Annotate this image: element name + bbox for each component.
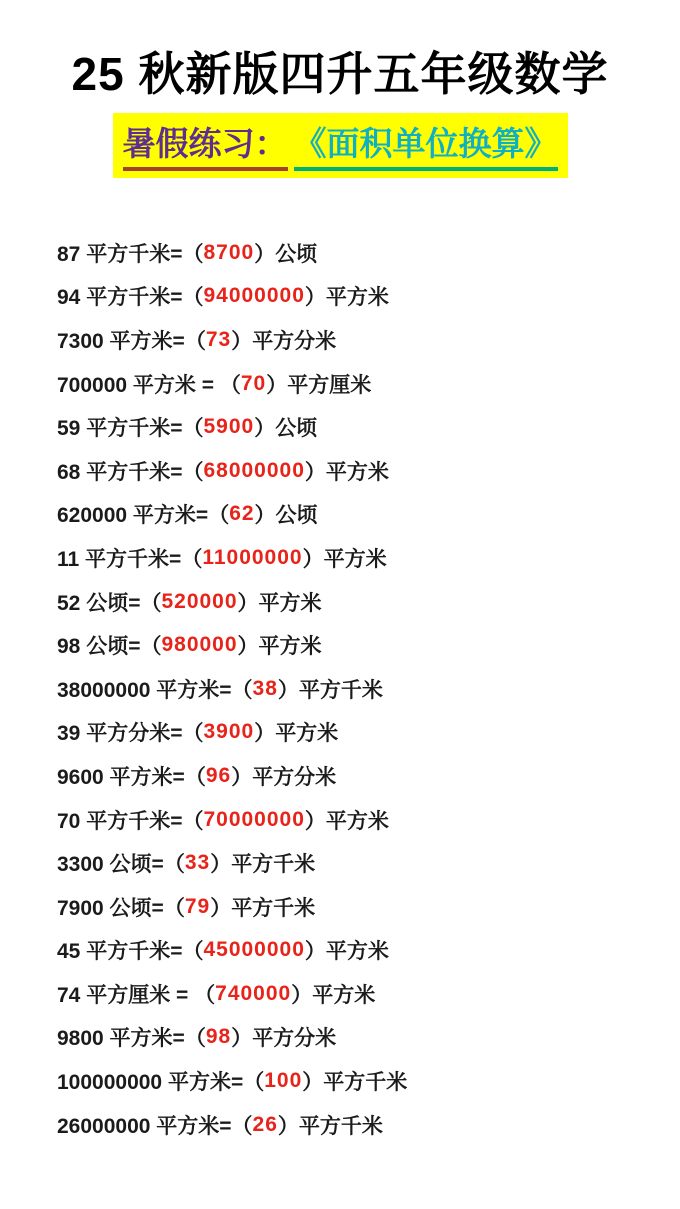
close-paren: ） <box>231 765 253 789</box>
problem-unit: 平方千米 <box>298 678 383 702</box>
problem-question: 45 平方千米= <box>57 940 183 964</box>
problem-row <box>57 841 680 885</box>
open-paren: （ <box>219 373 241 397</box>
close-paren: ） <box>237 591 259 615</box>
problem-unit: 平方千米 <box>298 1114 383 1138</box>
open-paren: （ <box>182 242 204 266</box>
problem-row <box>57 754 680 798</box>
problem-answer: 11000000 <box>202 545 303 569</box>
close-paren: ） <box>304 460 326 484</box>
open-paren: （ <box>140 591 162 615</box>
problem-answer: 68000000 <box>203 458 305 482</box>
problem-answer: 5900 <box>203 415 255 439</box>
problem-answer: 38 <box>252 676 278 700</box>
problem-question: 39 平方分米= <box>57 722 183 746</box>
problem-answer: 26 <box>252 1112 278 1136</box>
problem-question: 9600 平方米= <box>57 765 185 789</box>
open-paren: （ <box>182 809 204 833</box>
close-paren: ） <box>254 417 276 441</box>
close-paren: ） <box>266 373 288 397</box>
close-paren: ） <box>254 722 276 746</box>
open-paren: （ <box>163 853 185 877</box>
problem-row <box>57 972 680 1016</box>
problem-unit: 平方米 <box>325 809 389 833</box>
problem-answer: 98 <box>205 1025 232 1049</box>
problem-question: 26000000 平方米= <box>57 1114 232 1138</box>
problem-unit: 公顷 <box>275 504 318 528</box>
problem-row <box>57 885 680 929</box>
problem-row <box>57 318 680 362</box>
problem-unit: 公顷 <box>275 417 318 441</box>
close-paren: ） <box>277 1114 299 1138</box>
close-paren: ） <box>304 286 326 310</box>
problem-answer: 45000000 <box>203 938 305 962</box>
problem-question: 70 平方千米= <box>57 809 183 833</box>
problem-row <box>57 580 680 624</box>
problem-row <box>57 798 680 842</box>
problem-unit: 平方米 <box>325 460 389 484</box>
page-title: 25 秋新版四升五年级数学 <box>71 48 609 100</box>
problem-answer: 3900 <box>203 720 255 744</box>
problem-row <box>57 1103 680 1147</box>
problem-answer: 980000 <box>161 633 238 657</box>
problem-question: 98 公顷= <box>57 635 141 659</box>
problem-unit: 平方分米 <box>252 329 337 353</box>
open-paren: （ <box>163 896 185 920</box>
open-paren: （ <box>181 547 203 571</box>
problem-question: 100000000 平方米= <box>57 1071 244 1095</box>
problem-question: 620000 平方米= <box>57 504 209 528</box>
problem-answer: 62 <box>229 502 255 526</box>
problem-question: 9800 平方米= <box>57 1027 185 1051</box>
problem-question: 700000 平方米 = <box>57 373 220 397</box>
problem-unit: 平方米 <box>258 635 322 659</box>
problem-unit: 平方千米 <box>323 1071 408 1095</box>
subtitle-highlight <box>113 113 568 178</box>
open-paren: （ <box>194 983 216 1007</box>
problem-question: 87 平方千米= <box>57 242 183 266</box>
problem-answer: 8700 <box>203 240 255 264</box>
problem-answer: 79 <box>184 894 211 918</box>
close-paren: ） <box>231 1027 253 1051</box>
problem-answer: 96 <box>205 763 232 787</box>
problem-row <box>57 1016 680 1060</box>
close-paren: ） <box>254 504 276 528</box>
problem-unit: 平方米 <box>323 547 387 571</box>
problem-answer: 33 <box>184 851 211 875</box>
problem-unit: 平方厘米 <box>287 373 372 397</box>
open-paren: （ <box>182 417 204 441</box>
close-paren: ） <box>291 983 313 1007</box>
subtitle-topic-label: 《面积单位换算》 <box>294 118 558 171</box>
problem-list <box>57 231 680 1146</box>
problem-row <box>57 362 680 406</box>
subtitle-row <box>0 113 680 178</box>
problem-answer: 740000 <box>215 981 292 1005</box>
problem-row <box>57 231 680 275</box>
problem-row <box>57 929 680 973</box>
problem-unit: 平方米 <box>312 983 376 1007</box>
close-paren: ） <box>254 242 276 266</box>
problem-question: 7900 公顷= <box>57 896 164 920</box>
close-paren: ） <box>304 940 326 964</box>
close-paren: ） <box>210 896 232 920</box>
problem-question: 7300 平方米= <box>57 329 185 353</box>
open-paren: （ <box>231 678 253 702</box>
problem-row <box>57 275 680 319</box>
open-paren: （ <box>243 1071 265 1095</box>
problem-unit: 平方米 <box>325 286 389 310</box>
open-paren: （ <box>182 286 204 310</box>
open-paren: （ <box>182 722 204 746</box>
close-paren: ） <box>237 635 259 659</box>
problem-row <box>57 493 680 537</box>
problem-question: 38000000 平方米= <box>57 678 232 702</box>
problem-question: 68 平方千米= <box>57 460 183 484</box>
open-paren: （ <box>182 460 204 484</box>
problem-row <box>57 623 680 667</box>
problem-question: 3300 公顷= <box>57 853 164 877</box>
problem-answer: 73 <box>205 327 232 351</box>
open-paren: （ <box>140 635 162 659</box>
problem-unit: 平方米 <box>325 940 389 964</box>
problem-question: 59 平方千米= <box>57 417 183 441</box>
problem-row <box>57 449 680 493</box>
problem-answer: 70 <box>240 371 267 395</box>
problem-answer: 520000 <box>161 589 238 613</box>
problem-unit: 平方米 <box>275 722 339 746</box>
problem-row <box>57 405 680 449</box>
problem-row <box>57 536 680 580</box>
problem-answer: 70000000 <box>203 807 305 831</box>
close-paren: ） <box>277 678 299 702</box>
problem-unit: 平方千米 <box>231 896 316 920</box>
problem-unit: 平方千米 <box>231 853 316 877</box>
problem-answer: 94000000 <box>203 284 305 308</box>
problem-row <box>57 1059 680 1103</box>
worksheet-page <box>0 38 680 1209</box>
close-paren: ） <box>210 853 232 877</box>
problem-unit: 平方分米 <box>252 1027 337 1051</box>
problem-question: 94 平方千米= <box>57 286 183 310</box>
close-paren: ） <box>304 809 326 833</box>
close-paren: ） <box>302 1071 324 1095</box>
open-paren: （ <box>208 504 230 528</box>
problem-question: 11 平方千米= <box>57 547 182 571</box>
open-paren: （ <box>184 329 206 353</box>
problem-question: 74 平方厘米 = <box>57 983 195 1007</box>
subtitle-practice-label: 暑假练习： <box>123 118 288 171</box>
problem-unit: 平方分米 <box>252 765 337 789</box>
problem-unit: 公顷 <box>275 242 318 266</box>
close-paren: ） <box>231 329 253 353</box>
close-paren: ） <box>302 547 324 571</box>
open-paren: （ <box>184 1027 206 1051</box>
problem-question: 52 公顷= <box>57 591 141 615</box>
problem-unit: 平方米 <box>258 591 322 615</box>
open-paren: （ <box>231 1114 253 1138</box>
problem-answer: 100 <box>264 1069 303 1093</box>
open-paren: （ <box>184 765 206 789</box>
open-paren: （ <box>182 940 204 964</box>
problem-row <box>57 711 680 755</box>
problem-row <box>57 667 680 711</box>
